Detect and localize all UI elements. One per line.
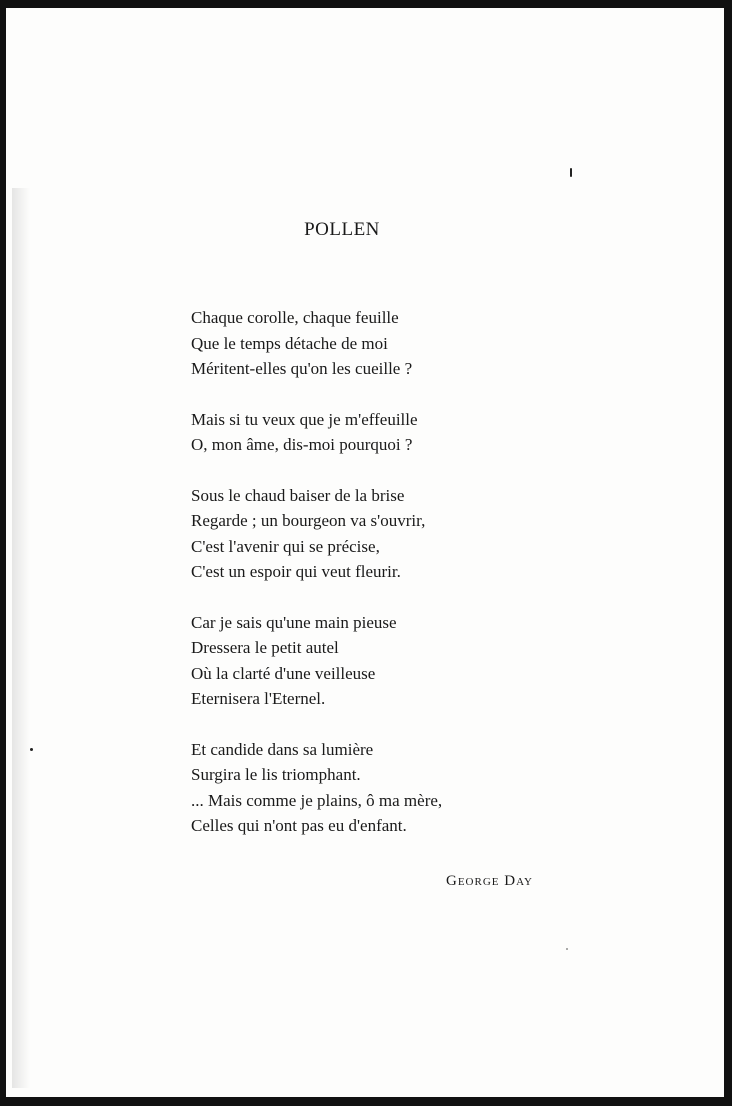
page-edge-shadow (12, 188, 30, 1088)
ink-speck (570, 168, 572, 177)
poem-line: C'est un espoir qui veut fleurir. (191, 562, 401, 581)
poem-line: Méritent-elles qu'on les cueille ? (191, 359, 413, 378)
poem-line: Sous le chaud baiser de la brise (191, 485, 405, 505)
poem-line: Celles qui n'ont pas eu d'enfant. (191, 816, 407, 835)
poem-line: Dressera le petit autel (191, 638, 339, 657)
stanza-5 (191, 737, 442, 839)
poem-line: Surgira le lis triomphant. (191, 765, 361, 784)
poem-line: Chaque corolle, chaque feuille (191, 308, 399, 327)
poem-line: Car je sais qu'une main pieuse (191, 612, 397, 632)
ink-speck (30, 748, 33, 751)
poem-line: C'est l'avenir qui se précise, (191, 536, 380, 556)
poem-line: Et candide dans sa lumière (191, 739, 374, 759)
poem-line: ... Mais comme je plains, ô ma mère, (191, 790, 443, 810)
poem-line: Où la clarté d'une veilleuse (191, 663, 376, 683)
stanza-3 (191, 483, 442, 585)
poem-line: Eternisera l'Eternel. (191, 689, 326, 708)
author-signature: George Day (446, 873, 533, 889)
poem-line: Mais si tu veux que je m'effeuille (191, 409, 418, 429)
poem-line: Que le temps détache de moi (191, 333, 388, 353)
poem-title: POLLEN (304, 219, 380, 240)
stanza-4 (191, 610, 442, 712)
poem-line: O, mon âme, dis-moi pourquoi ? (191, 435, 413, 454)
stanza-1 (191, 305, 442, 382)
ink-speck (566, 948, 568, 950)
poem-body (191, 305, 442, 864)
poem-line: Regarde ; un bourgeon va s'ouvrir, (191, 511, 426, 530)
stanza-2 (191, 407, 442, 458)
